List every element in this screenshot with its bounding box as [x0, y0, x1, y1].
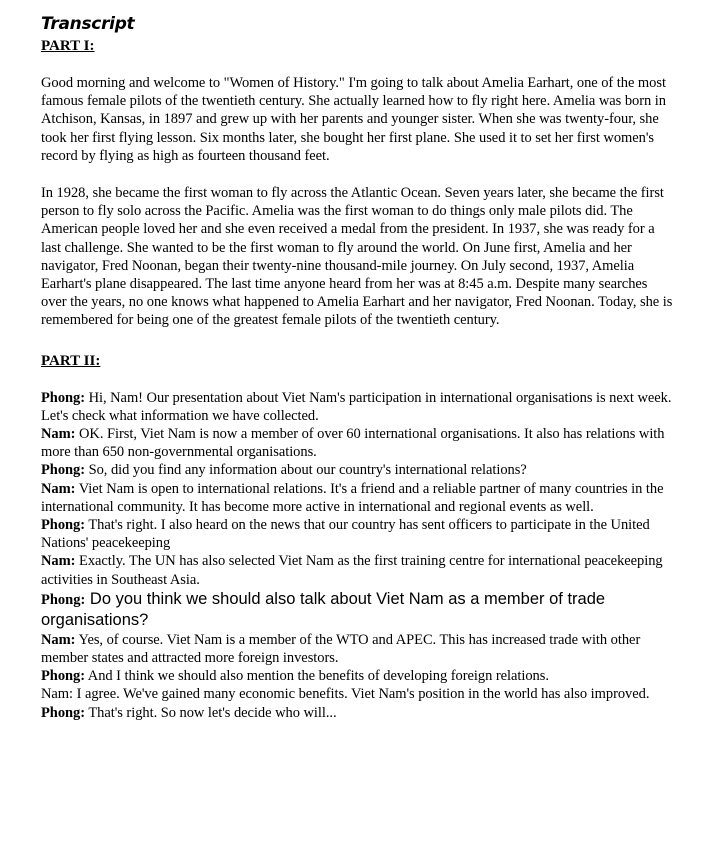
dialogue: [41, 389, 675, 722]
part-1-paragraph-1: Good morning and welcome to "Women of History." I'm going to talk about Amelia Earhart, one of the most famous female pilots of the twentieth century. She actually learned how to fly right here. Amelia was born in Atchison, Kansas, in 1897 and grew up with her parents and younger sister. When she was twenty-four, she took her first flying lesson. Six months later, she bought her first plane. She used it to set her first women's record by flying as high as fourteen thousand feet.: [41, 75, 666, 164]
dialogue-line-10: [41, 685, 675, 703]
dialogue-text: That's right. So now let's decide who will...: [85, 704, 337, 721]
part-1-heading: PART I:: [41, 38, 95, 54]
speaker-name: Nam:: [41, 426, 76, 443]
speaker-name: Nam:: [41, 631, 76, 648]
transcript-document: [41, 14, 675, 722]
spacer: [41, 330, 675, 349]
speaker-name: Phong:: [41, 389, 86, 406]
dialogue-line-7: [41, 589, 675, 631]
speaker-name: Phong:: [41, 591, 86, 608]
speaker-name: Nam:: [41, 553, 76, 570]
part-2-heading: PART II:: [41, 352, 101, 369]
document-title: Transcript: [41, 14, 135, 34]
dialogue-text: Do you think we should also talk about Viet Nam as a member of trade organisations?: [41, 589, 606, 630]
dialogue-line-6: [41, 552, 675, 588]
dialogue-line-8: [41, 631, 675, 667]
spacer: [41, 165, 675, 184]
dialogue-text: Yes, of course. Viet Nam is a member of the WTO and APEC. This has increased trade with other member states and attracted more foreign investors.: [41, 631, 641, 667]
dialogue-line-3: [41, 461, 675, 479]
dialogue-line-4: [41, 480, 675, 516]
speaker-name: Phong:: [41, 462, 86, 479]
dialogue-line-1: [41, 389, 675, 425]
speaker-name: Phong:: [41, 668, 86, 685]
dialogue-text: OK. First, Viet Nam is now a member of over 60 international organisations. It also has relations with more than 650 non-governmental organisations.: [41, 426, 665, 461]
spacer: [41, 55, 675, 74]
dialogue-line-2: [41, 425, 675, 461]
part-1-paragraph-2: In 1928, she became the first woman to fly across the Atlantic Ocean. Seven years later, she became the first person to fly solo across the Pacific. Amelia was the first woman to do things only male pilots did. The American people loved her and she even received a medal from the president. In 1937, she was ready for a last challenge. She wanted to be the first woman to fly around the world. On June first, Amelia and her navigator, Fred Noonan, began their twenty-nine thousand-mile journey. On July second, 1937, Amelia Earhart's plane disappeared. The last time anyone heard from her was at 8:45 a.m. Despite many searches over the years, no one knows what happened to Amelia Earhart and her navigator, Fred Noonan. Today, she is remembered for being one of the greatest female pilots of the twentieth century.: [41, 185, 673, 329]
dialogue-text: Exactly. The UN has also selected Viet Nam as the first training centre for international peacekeeping activities in Southeast Asia.: [41, 553, 663, 588]
dialogue-text: And I think we should also mention the benefits of developing foreign relations.: [85, 668, 549, 685]
dialogue-line-5: [41, 516, 675, 552]
dialogue-line-11: [41, 704, 675, 722]
dialogue-text: Viet Nam is open to international relations. It's a friend and a reliable partner of many countries in the international community. It has become more active in international and regional events as well.: [41, 480, 664, 515]
speaker-name: Phong:: [41, 517, 86, 534]
spacer: [41, 370, 675, 389]
dialogue-text: Nam: I agree. We've gained many economic benefits. Viet Nam's position in the world has also improved.: [41, 686, 650, 703]
dialogue-text: Hi, Nam! Our presentation about Viet Nam's participation in international organisations is next week. Let's check what information we have collected.: [41, 389, 672, 424]
dialogue-text: So, did you find any information about our country's international relations?: [85, 462, 527, 479]
speaker-name: Phong:: [41, 704, 86, 721]
dialogue-text: That's right. I also heard on the news that our country has sent officers to participate in the United Nations' peacekeeping: [41, 517, 650, 552]
speaker-name: Nam:: [41, 480, 76, 497]
dialogue-line-9: [41, 667, 675, 685]
